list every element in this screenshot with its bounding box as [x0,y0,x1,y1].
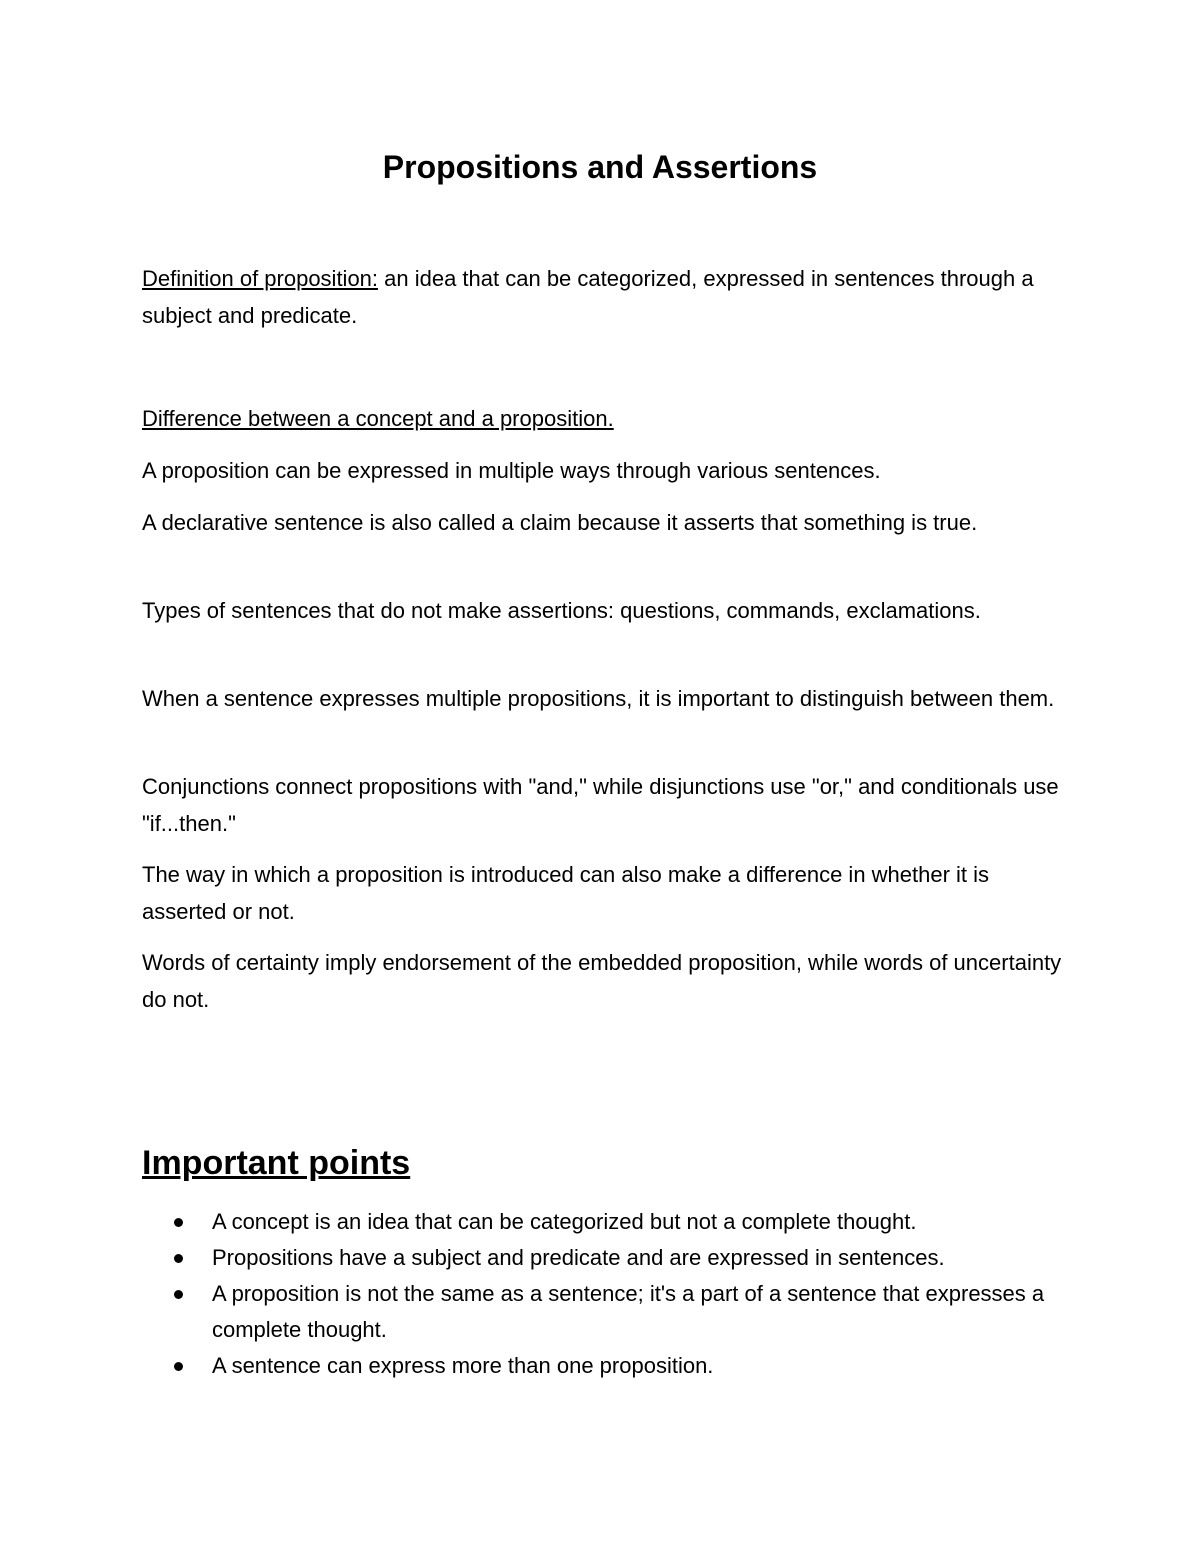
paragraph-3: Types of sentences that do not make assertions: questions, commands, exclamations. [142,598,981,623]
page-title: Propositions and Assertions [382,149,818,185]
paragraph-6: The way in which a proposition is introduced can also make a difference in whether it is asserted or not. [142,862,990,924]
paragraph-1: A proposition can be expressed in multiple ways through various sentences. [142,458,881,483]
paragraph-5: Conjunctions connect propositions with "and," while disjunctions use "or," and conditionals use "if...then." [142,774,1059,836]
definition-paragraph [142,260,1062,334]
list-item [142,1204,1062,1240]
list-item-text: A proposition is not the same as a sentence; it's a part of a sentence that expresses a complete thought. [212,1281,1045,1342]
bullet-icon [174,1362,183,1371]
definition-text: an idea that can be categorized, expressed in sentences through a subject and predicate. [142,266,1034,328]
bullet-icon [174,1290,183,1299]
bullet-icon [174,1218,183,1227]
list-item [142,1240,1062,1276]
definition-label: Definition of proposition: [142,266,379,291]
paragraph-7: Words of certainty imply endorsement of the embedded proposition, while words of uncertainty do not. [142,950,1062,1012]
list-item [142,1276,1062,1348]
important-points-list [142,1204,1062,1384]
list-item-text: Propositions have a subject and predicate and are expressed in sentences. [212,1245,945,1270]
list-item [142,1348,1062,1384]
important-points-heading: Important points [142,1144,411,1182]
list-item-text: A concept is an idea that can be categorized but not a complete thought. [212,1209,917,1234]
list-item-text: A sentence can express more than one proposition. [212,1353,714,1378]
difference-heading: Difference between a concept and a proposition. [142,406,614,431]
paragraph-4: When a sentence expresses multiple propositions, it is important to distinguish between them. [142,686,1055,711]
paragraph-2: A declarative sentence is also called a claim because it asserts that something is true. [142,510,978,535]
bullet-icon [174,1254,183,1263]
